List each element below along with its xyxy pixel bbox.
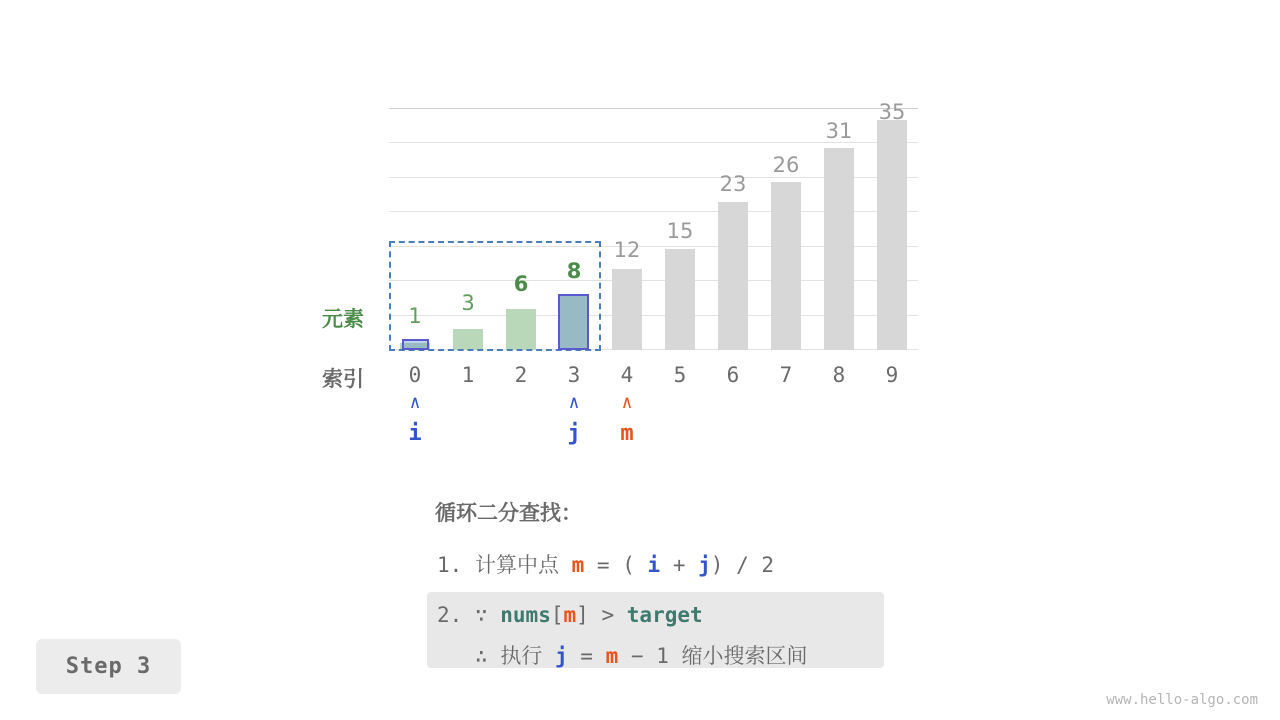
spacer-12 bbox=[568, 644, 581, 668]
left-pointer-box bbox=[402, 339, 429, 350]
step-2-number: 2. bbox=[437, 603, 463, 627]
pointer-label-j: j bbox=[567, 421, 581, 446]
index-tick-9: 9 bbox=[885, 363, 899, 387]
bar-value-5: 15 bbox=[666, 219, 694, 243]
caption-text: 循环二分查找： bbox=[435, 501, 582, 525]
pointer-caret-m: ∧ bbox=[621, 392, 633, 413]
axis-label-index: 索引 bbox=[322, 367, 364, 391]
bar-index-8 bbox=[824, 148, 854, 350]
token-j: j bbox=[698, 553, 711, 577]
index-tick-4: 4 bbox=[620, 363, 634, 387]
index-tick-3: 3 bbox=[567, 363, 581, 387]
step-2-therefore: ∴ bbox=[475, 644, 488, 668]
spacer-6 bbox=[462, 603, 475, 627]
pointer-label-i: i bbox=[408, 421, 422, 446]
step-1-eq: = ( bbox=[596, 553, 635, 577]
bar-index-9 bbox=[877, 120, 907, 350]
bar-index-5 bbox=[665, 249, 695, 350]
spacer-13 bbox=[593, 644, 606, 668]
index-tick-6: 6 bbox=[726, 363, 740, 387]
mid-highlight-box bbox=[558, 294, 589, 350]
token-m-2: m bbox=[563, 603, 577, 627]
token-m-3: m bbox=[605, 644, 619, 668]
index-tick-8: 8 bbox=[832, 363, 846, 387]
token-target: target bbox=[626, 603, 703, 627]
step-2-line-b bbox=[475, 640, 808, 670]
bracket-close: ] bbox=[576, 603, 589, 627]
step-1-description: 计算中点 bbox=[474, 553, 559, 577]
token-i: i bbox=[647, 553, 661, 577]
bar-value-7: 26 bbox=[772, 153, 800, 177]
pointer-caret-j: ∧ bbox=[568, 392, 580, 413]
index-tick-5: 5 bbox=[673, 363, 687, 387]
spacer-14 bbox=[618, 644, 631, 668]
bar-value-6: 23 bbox=[719, 172, 747, 196]
spacer-11 bbox=[542, 644, 555, 668]
step-badge: Step 3 bbox=[36, 639, 181, 694]
pointer-caret-i: ∧ bbox=[409, 392, 421, 413]
step-2-gt: > bbox=[601, 603, 615, 627]
token-nums: nums bbox=[500, 603, 551, 627]
step-2-exec: 执行 bbox=[500, 644, 543, 668]
index-tick-2: 2 bbox=[514, 363, 528, 387]
bar-index-4 bbox=[612, 269, 642, 350]
spacer-2 bbox=[584, 553, 597, 577]
spacer-4 bbox=[660, 553, 673, 577]
spacer-5 bbox=[685, 553, 698, 577]
pointer-label-m: m bbox=[620, 421, 634, 446]
bar-value-2: 6 bbox=[513, 272, 529, 296]
step-2-minus: − 1 bbox=[630, 644, 669, 668]
spacer-3 bbox=[635, 553, 648, 577]
watermark: www.hello-algo.com bbox=[1106, 692, 1258, 708]
bar-index-7 bbox=[771, 182, 801, 350]
bar-value-0: 1 bbox=[408, 304, 422, 328]
step-1-line bbox=[437, 549, 774, 579]
step-1-tail: ) / 2 bbox=[710, 553, 775, 577]
token-m: m bbox=[571, 553, 585, 577]
step-1-number: 1. bbox=[437, 553, 463, 577]
step-2-line-a bbox=[437, 603, 703, 627]
spacer-8 bbox=[589, 603, 602, 627]
step-2-because: ∵ bbox=[474, 603, 488, 627]
index-tick-0: 0 bbox=[408, 363, 422, 387]
step-2-assign: = bbox=[580, 644, 593, 668]
bar-value-8: 31 bbox=[825, 119, 853, 143]
bar-value-3: 8 bbox=[566, 259, 582, 283]
spacer-9 bbox=[614, 603, 627, 627]
spacer-1 bbox=[559, 553, 572, 577]
bracket-open: [ bbox=[550, 603, 564, 627]
bar-index-6 bbox=[718, 202, 748, 350]
axis-label-elements: 元素 bbox=[322, 307, 364, 331]
bar-value-1: 3 bbox=[461, 291, 475, 315]
token-j-2: j bbox=[554, 644, 568, 668]
bar-value-4: 12 bbox=[613, 238, 641, 262]
step-1-text bbox=[462, 553, 475, 577]
spacer-15 bbox=[669, 644, 682, 668]
index-tick-7: 7 bbox=[779, 363, 793, 387]
step-1-plus: + bbox=[672, 553, 686, 577]
spacer-10 bbox=[488, 644, 501, 668]
spacer-7 bbox=[488, 603, 501, 627]
step-2-shrink: 缩小搜索区间 bbox=[681, 644, 808, 668]
bar-value-9: 35 bbox=[878, 100, 906, 124]
index-tick-1: 1 bbox=[461, 363, 475, 387]
